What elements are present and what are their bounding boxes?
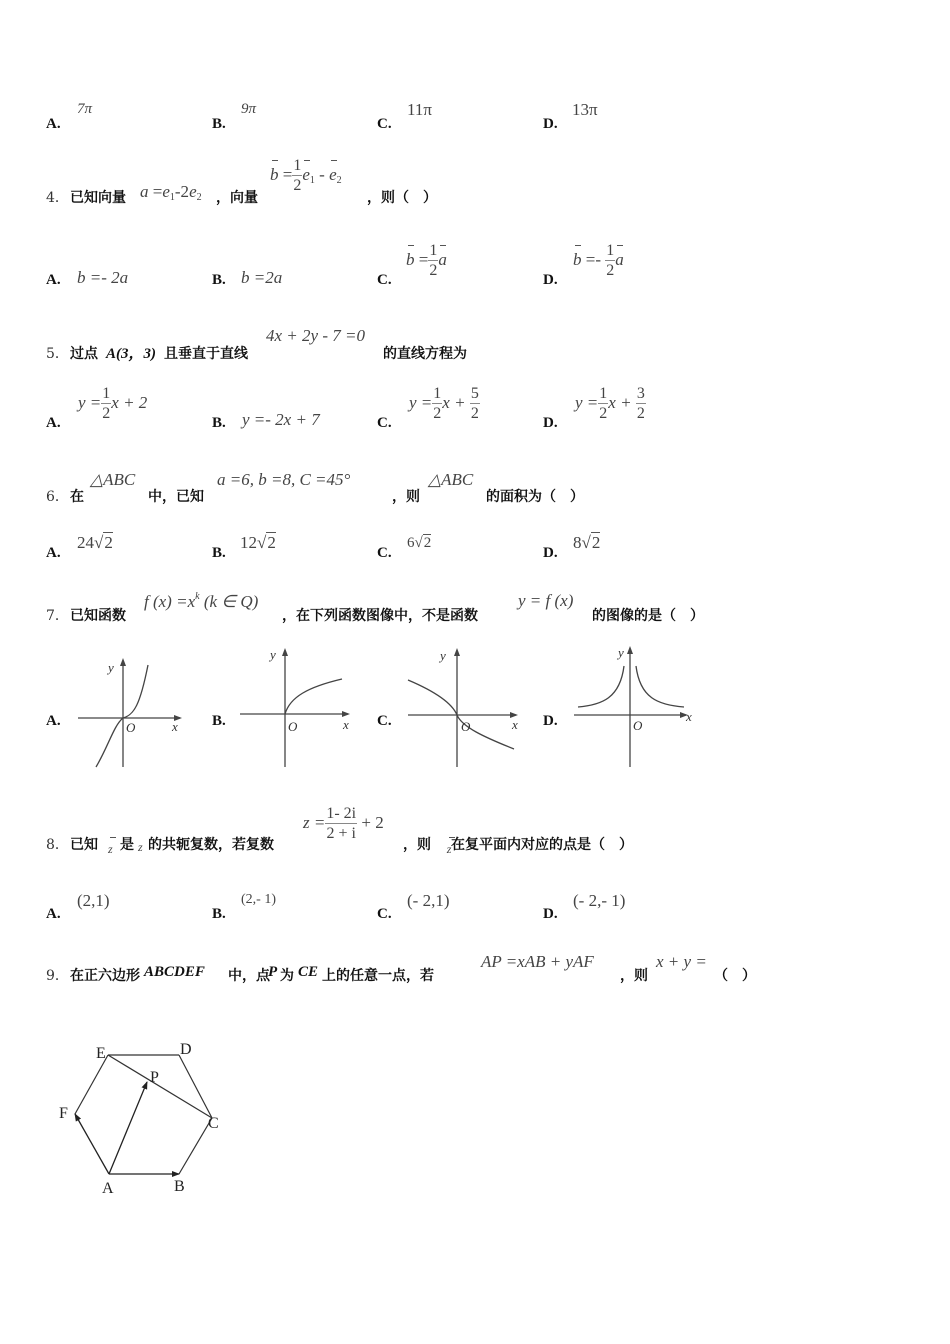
vertex-f-label: F xyxy=(59,1105,68,1122)
q8-option-c-value: (- 2,1) xyxy=(407,891,450,910)
origin-label: O xyxy=(461,719,471,734)
q3-option-b-label: B. xyxy=(212,116,226,132)
x-axis-label: x xyxy=(512,717,518,732)
question-stem: ，则 xyxy=(620,968,648,984)
question-stem: 是 xyxy=(120,837,134,853)
question-stem: 在复平面内对应的点是（ ） xyxy=(451,837,633,853)
z-conjugate: z xyxy=(446,842,452,856)
q8-option-d-label: D. xyxy=(543,906,558,922)
q3-option-a-label: A. xyxy=(46,116,61,132)
triangle-abc: △ABC xyxy=(428,470,474,489)
question-number: 4． xyxy=(46,190,69,206)
given-values: a =6, b =8, C =45° xyxy=(217,470,351,489)
z-definition: z = $\frac{1- 2i}{2 + i}$ + 2 xyxy=(303,805,384,842)
triangle-abc: △ABC xyxy=(90,470,136,489)
q7-option-a-label: A. xyxy=(46,713,61,729)
vector-b-expression: b = $\frac{1}{2}$ $e_1 - e_2$ xyxy=(270,157,342,194)
q5-option-b-value: y =- 2x + 7 xyxy=(242,410,320,429)
q7-option-b-label: B. xyxy=(212,713,226,729)
x-axis-label: x xyxy=(686,709,692,724)
q3-option-d-label: D. xyxy=(543,116,558,132)
question-number: 7． xyxy=(46,608,69,624)
q5-option-c-label: C. xyxy=(377,415,392,431)
question-stem: 在正六边形 xyxy=(70,968,140,984)
q3-option-c-label: C. xyxy=(377,116,392,132)
origin-label: O xyxy=(126,720,136,735)
q4-option-b-label: B. xyxy=(212,272,226,288)
q3-option-a-value: 7π xyxy=(77,101,93,117)
q6-option-c-value: 6√2 xyxy=(407,535,432,551)
q4-option-d-value: b =- $\frac{1}{2}$ a xyxy=(573,242,624,279)
q5-option-d-value: y = $\frac{1}{2}$ x + $\frac{3}{2}$ xyxy=(575,385,645,422)
q7-graph-d xyxy=(572,643,697,770)
q5-option-d-label: D. xyxy=(543,415,558,431)
vector-a-expression: $a =e_1-2e_2$ xyxy=(140,182,202,203)
q6-option-d-value: 8√2 xyxy=(573,533,601,552)
hexagon-name: ABCDEF xyxy=(144,964,205,980)
q4-option-b-value: b =2a xyxy=(241,268,283,287)
question-stem: 中，已知 xyxy=(148,489,204,505)
q8-option-b-value: (2,- 1) xyxy=(241,892,276,907)
origin-label: O xyxy=(633,718,643,733)
q3-option-d-value: 13π xyxy=(572,100,598,119)
origin-label: O xyxy=(288,719,298,734)
question-stem: 的直线方程为 xyxy=(383,346,467,362)
y-axis-label: y xyxy=(270,647,276,662)
q8-option-d-value: (- 2,- 1) xyxy=(573,891,626,910)
question-stem: ，向量 xyxy=(216,190,258,206)
question-stem: ，在下列函数图像中，不是函数 xyxy=(282,608,478,624)
q4-option-a-label: A. xyxy=(46,272,61,288)
x-axis-label: x xyxy=(172,719,178,734)
sum-expression: x + y = xyxy=(656,952,707,971)
question-stem: 已知函数 xyxy=(70,608,126,624)
q5-option-a-label: A. xyxy=(46,415,61,431)
vector-equation: AP =xAB + yAF xyxy=(481,952,594,971)
q4-option-c-label: C. xyxy=(377,272,392,288)
question-stem: 的面积为（ ） xyxy=(486,489,584,505)
point-a: A(3，3) xyxy=(106,346,156,362)
q6-option-a-value: 24√2 xyxy=(77,533,113,552)
q5-option-a-value: y = $\frac{1}{2}$ x + 2 xyxy=(78,385,148,422)
q5-option-b-label: B. xyxy=(212,415,226,431)
point-p: P xyxy=(268,964,278,980)
q8-option-b-label: B. xyxy=(212,906,226,922)
q7-graph-b xyxy=(238,645,358,770)
question-stem: 的图像的是（ ） xyxy=(592,608,704,624)
q7-graph-c xyxy=(404,645,524,770)
question-stem: ，则 xyxy=(403,837,431,853)
function-definition: f $(x) =x^k$ (k ∈ Q) xyxy=(144,591,259,611)
y-axis-label: y xyxy=(618,645,624,660)
question-stem: 的共轭复数，若复数 xyxy=(148,837,274,853)
q4-option-a-value: b =- 2a xyxy=(77,268,129,287)
q6-option-b-label: B. xyxy=(212,545,226,561)
q5-option-c-value: y = $\frac{1}{2}$ x + $\frac{5}{2}$ xyxy=(409,385,479,422)
y-axis-label: y xyxy=(440,648,446,663)
point-p-label: P xyxy=(150,1069,159,1086)
x-axis-label: x xyxy=(343,717,349,732)
vertex-d-label: D xyxy=(180,1041,192,1058)
q3-option-c-value: 11π xyxy=(407,100,432,119)
hexagon-figure xyxy=(40,1030,240,1204)
q7-graph-a xyxy=(76,655,186,770)
question-stem: ，则（ ） xyxy=(367,190,437,206)
q7-option-c-label: C. xyxy=(377,713,392,729)
vertex-a-label: A xyxy=(102,1180,114,1197)
question-stem: ，则 xyxy=(392,489,420,505)
question-stem: （ ） xyxy=(714,968,756,984)
q8-option-a-value: (2,1) xyxy=(77,891,110,910)
question-stem: 上的任意一点，若 xyxy=(322,968,434,984)
vertex-b-label: B xyxy=(174,1178,185,1195)
function-y: y = f (x) xyxy=(518,591,574,610)
q6-option-b-value: 12√2 xyxy=(240,533,276,552)
question-stem: 且垂直于直线 xyxy=(164,346,248,362)
question-number: 5． xyxy=(46,346,69,362)
line-equation: 4x + 2y - 7 =0 xyxy=(266,326,365,345)
segment-ce: CE xyxy=(298,964,319,980)
q6-option-c-label: C. xyxy=(377,545,392,561)
q7-option-d-label: D. xyxy=(543,713,558,729)
question-number: 9． xyxy=(46,968,69,984)
question-stem: 已知向量 xyxy=(70,190,126,206)
question-number: 6． xyxy=(46,489,69,505)
question-stem: 为 xyxy=(280,968,294,984)
q6-option-a-label: A. xyxy=(46,545,61,561)
question-stem: 中，点 xyxy=(228,968,270,984)
question-number: 8． xyxy=(46,837,69,853)
y-axis-label: y xyxy=(108,660,114,675)
q8-option-c-label: C. xyxy=(377,906,392,922)
vertex-c-label: C xyxy=(208,1115,219,1132)
q4-option-c-value: b = $\frac{1}{2}$ a xyxy=(406,242,447,279)
question-stem: 已知 xyxy=(70,837,98,853)
z-conjugate: z xyxy=(108,842,113,856)
vertex-e-label: E xyxy=(96,1045,106,1062)
z-variable: z xyxy=(138,840,143,854)
q6-option-d-label: D. xyxy=(543,545,558,561)
question-stem: 在 xyxy=(70,489,84,505)
question-stem: 过点 xyxy=(70,346,98,362)
q3-option-b-value: 9π xyxy=(241,101,257,117)
q4-option-d-label: D. xyxy=(543,272,558,288)
q8-option-a-label: A. xyxy=(46,906,61,922)
